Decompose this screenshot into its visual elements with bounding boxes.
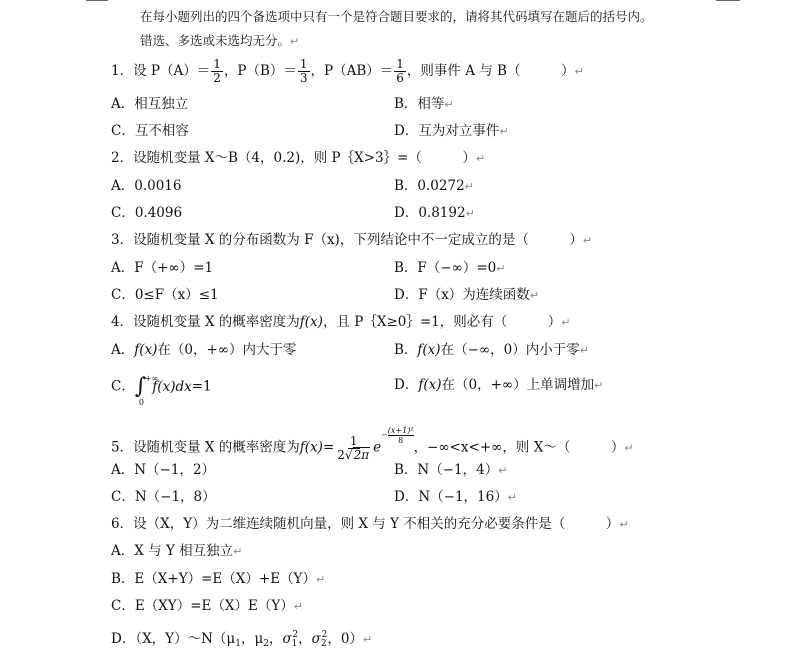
q2-option-c: C．0.4096: [111, 205, 183, 221]
q5-option-b: B．N（−1，4）↵: [394, 462, 508, 478]
q5-option-d: D．N（−1，16）↵: [394, 489, 517, 505]
fraction-pb: $\frac{1}{3}$: [299, 57, 308, 85]
q2-option-b: B．0.0272↵: [394, 178, 474, 194]
exponent: − $\frac{\text{(x+1)²}}{8}$: [381, 426, 414, 445]
q3-stem: 3．设随机变量 X 的分布函数为 F（x)，下列结论中不一定成立的是（ ）↵: [111, 232, 593, 248]
q6-stem: 6．设（X，Y）为二维连续随机向量，则 X 与 Y 不相关的充分必要条件是（ ）↵: [111, 516, 629, 532]
q3-option-b: B．F（−∞）=0↵: [394, 260, 506, 276]
q4-option-b: B．f(x)在（−∞，0）内小于零↵: [394, 342, 589, 358]
q3-option-d: D．F（x）为连续函数↵: [394, 287, 540, 303]
q4-stem: 4．设随机变量 X 的概率密度为f(x)，且 P｛X≥0｝=1，则必有（ ）↵: [111, 314, 571, 330]
top-rule-right: [716, 0, 740, 1]
q4-option-d: D．f(x)在（0，+∞）上单调增加↵: [394, 377, 604, 393]
q3-option-a: A．F（+∞）=1: [111, 260, 214, 276]
q1-option-d: D．互为对立事件↵: [394, 123, 509, 139]
q1-option-c: C．互不相容: [111, 123, 189, 139]
q5-stem: 5．设随机变量 X 的概率密度为f(x)= $\frac{1}{2√2\pi}$ e− $\frac{\text{(x+1)²}}{8}$ ，−∞<x<+∞，则 X～（ ）↵: [111, 426, 634, 462]
q2-option-a: A．0.0016: [111, 178, 182, 194]
q6-option-c: C．E（XY）=E（X）E（Y）↵: [111, 598, 303, 614]
fraction-density: $\frac{1}{2√2\pi}$: [337, 433, 370, 462]
instructions-line-1: 在每小题列出的四个备选项中只有一个是符合题目要求的，请将其代码填写在题后的括号内。: [140, 9, 653, 24]
q3-option-c: C．0≤F（x）≤1: [111, 287, 219, 303]
q6-option-d: D．（X，$Y)\sim N(\mu_1$，$\mu_2$，$\sigma_1^2$，$\sigma_2^2$，0）↵: [111, 630, 373, 649]
fraction-pa: $\frac{1}{2}$: [213, 57, 221, 85]
q1-stem: 1．设 P（A）＝ $\frac{1}{2}$ ，P（B）＝ $\frac{1}{3}$ ，P（AB）＝ $\frac{1}{6}$ ，则事件 A 与 B（ ）↵: [111, 57, 584, 85]
integral-sign: ∫ +∞ 0: [134, 374, 159, 407]
top-rule-left: [86, 0, 108, 1]
instructions-line-2: 错选、多选或未选均无分。↵: [140, 33, 300, 48]
q4-option-c: C．∫ +∞ 0 f(x)dx=1: [111, 374, 212, 407]
q2-option-d: D．0.8192↵: [394, 205, 475, 221]
q4-option-a: A．f(x)在（0，+∞）内大于零: [111, 342, 297, 358]
q6-option-a: A．X 与 Y 相互独立↵: [111, 543, 243, 559]
q5-option-a: A．N（−1，2）: [111, 462, 216, 478]
q5-option-c: C．N（−1，8）: [111, 489, 216, 505]
fraction-pab: $\frac{1}{6}$: [396, 57, 404, 85]
q1-option-a: A．相互独立: [111, 96, 189, 112]
q2-stem: 2．设随机变量 X～B（4，0.2)，则 P｛X>3｝=（ ）↵: [111, 150, 486, 166]
q1-option-b: B．相等↵: [394, 96, 454, 112]
q6-option-b: B．E（X+Y）=E（X）+E（Y）↵: [111, 571, 326, 587]
